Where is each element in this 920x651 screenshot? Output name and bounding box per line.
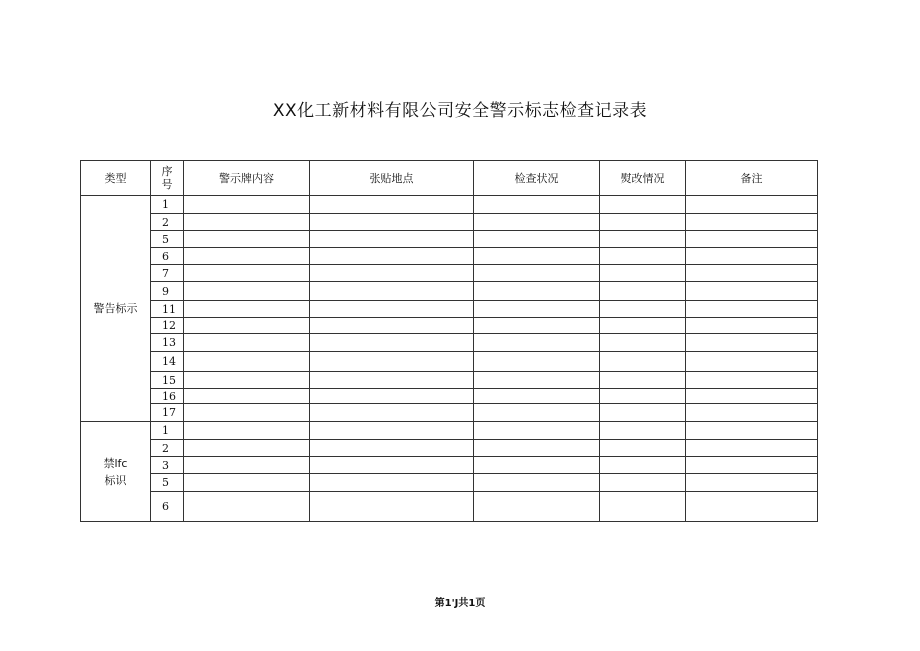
rectification-cell[interactable] <box>600 282 686 301</box>
seq-cell: 16 <box>151 389 184 404</box>
seq-cell: 11 <box>151 301 184 318</box>
header-inspection: 检查状况 <box>474 161 600 196</box>
table-row <box>81 282 818 301</box>
rectification-cell[interactable] <box>600 422 686 440</box>
seq-cell: 3 <box>151 457 184 474</box>
header-row <box>81 161 818 196</box>
remarks-cell[interactable] <box>686 231 818 248</box>
content-cell[interactable] <box>184 301 310 318</box>
header-content: 警示牌内容 <box>184 161 310 196</box>
remarks-cell[interactable] <box>686 334 818 352</box>
content-cell[interactable] <box>184 457 310 474</box>
location-cell[interactable] <box>310 301 474 318</box>
inspection-cell[interactable] <box>474 372 600 389</box>
rectification-cell[interactable] <box>600 318 686 334</box>
seq-cell: 17 <box>151 404 184 422</box>
content-cell[interactable] <box>184 265 310 282</box>
seq-cell: 13 <box>151 334 184 352</box>
seq-cell: 1 <box>151 196 184 214</box>
remarks-cell[interactable] <box>686 301 818 318</box>
seq-cell: 6 <box>151 248 184 265</box>
rectification-cell[interactable] <box>600 214 686 231</box>
remarks-cell[interactable] <box>686 352 818 372</box>
category-cell <box>81 196 151 422</box>
rectification-cell[interactable] <box>600 389 686 404</box>
rectification-cell[interactable] <box>600 231 686 248</box>
inspection-cell[interactable] <box>474 318 600 334</box>
location-cell[interactable] <box>310 214 474 231</box>
remarks-cell[interactable] <box>686 265 818 282</box>
header-location: 张贴地点 <box>310 161 474 196</box>
table-body <box>81 196 818 522</box>
remarks-cell[interactable] <box>686 440 818 457</box>
location-cell[interactable] <box>310 404 474 422</box>
content-cell[interactable] <box>184 334 310 352</box>
inspection-cell[interactable] <box>474 334 600 352</box>
content-cell[interactable] <box>184 196 310 214</box>
rectification-cell[interactable] <box>600 440 686 457</box>
remarks-cell[interactable] <box>686 492 818 522</box>
location-cell[interactable] <box>310 389 474 404</box>
rectification-cell[interactable] <box>600 196 686 214</box>
seq-cell: 7 <box>151 265 184 282</box>
seq-cell: 5 <box>151 231 184 248</box>
document-title: XX化工新材料有限公司安全警示标志检查记录表 <box>272 101 648 121</box>
table-row <box>81 389 818 404</box>
content-cell[interactable] <box>184 440 310 457</box>
rectification-cell[interactable] <box>600 492 686 522</box>
content-cell[interactable] <box>184 404 310 422</box>
category-label-line2: 标识 <box>104 473 127 487</box>
rectification-cell[interactable] <box>600 248 686 265</box>
seq-cell: 1 <box>151 422 184 440</box>
location-cell[interactable] <box>310 231 474 248</box>
table-row <box>81 492 818 522</box>
header-seq-line2: 号 <box>161 178 173 191</box>
seq-cell: 15 <box>151 372 184 389</box>
seq-cell: 2 <box>151 214 184 231</box>
location-cell[interactable] <box>310 334 474 352</box>
content-cell[interactable] <box>184 422 310 440</box>
table-row <box>81 231 818 248</box>
rectification-cell[interactable] <box>600 404 686 422</box>
location-cell[interactable] <box>310 372 474 389</box>
header-seq <box>151 161 184 196</box>
table-row <box>81 457 818 474</box>
header-rectification: 熨改情况 <box>600 161 686 196</box>
location-cell[interactable] <box>310 318 474 334</box>
location-cell[interactable] <box>310 248 474 265</box>
content-cell[interactable] <box>184 282 310 301</box>
table-row <box>81 214 818 231</box>
remarks-cell[interactable] <box>686 282 818 301</box>
header-remarks: 备注 <box>686 161 818 196</box>
table-row <box>81 404 818 422</box>
location-cell[interactable] <box>310 457 474 474</box>
remarks-cell[interactable] <box>686 318 818 334</box>
page-footer: 第1'J共1页 <box>434 598 486 609</box>
category-label: 警告标示 <box>93 302 138 315</box>
inspection-cell[interactable] <box>474 457 600 474</box>
content-cell[interactable] <box>184 492 310 522</box>
content-cell[interactable] <box>184 214 310 231</box>
rectification-cell[interactable] <box>600 352 686 372</box>
header-type: 类型 <box>81 161 151 196</box>
table-row <box>81 372 818 389</box>
rectification-cell[interactable] <box>600 457 686 474</box>
table-row <box>81 248 818 265</box>
seq-cell: 2 <box>151 440 184 457</box>
remarks-cell[interactable] <box>686 214 818 231</box>
inspection-cell[interactable] <box>474 474 600 492</box>
inspection-cell[interactable] <box>474 265 600 282</box>
rectification-cell[interactable] <box>600 301 686 318</box>
inspection-cell[interactable] <box>474 404 600 422</box>
rectification-cell[interactable] <box>600 372 686 389</box>
location-cell[interactable] <box>310 265 474 282</box>
seq-cell: 5 <box>151 474 184 492</box>
inspection-cell[interactable] <box>474 492 600 522</box>
location-cell[interactable] <box>310 492 474 522</box>
remarks-cell[interactable] <box>686 457 818 474</box>
inspection-cell[interactable] <box>474 352 600 372</box>
inspection-cell[interactable] <box>474 389 600 404</box>
inspection-cell[interactable] <box>474 248 600 265</box>
rectification-cell[interactable] <box>600 334 686 352</box>
table-row <box>81 301 818 318</box>
content-cell[interactable] <box>184 352 310 372</box>
location-cell[interactable] <box>310 440 474 457</box>
location-cell[interactable] <box>310 352 474 372</box>
remarks-cell[interactable] <box>686 372 818 389</box>
remarks-cell[interactable] <box>686 474 818 492</box>
table-row <box>81 352 818 372</box>
remarks-cell[interactable] <box>686 404 818 422</box>
content-cell[interactable] <box>184 389 310 404</box>
table-row <box>81 265 818 282</box>
location-cell[interactable] <box>310 422 474 440</box>
remarks-cell[interactable] <box>686 389 818 404</box>
table-row <box>81 196 818 214</box>
content-cell[interactable] <box>184 231 310 248</box>
remarks-cell[interactable] <box>686 196 818 214</box>
remarks-cell[interactable] <box>686 422 818 440</box>
inspection-record-table <box>80 160 818 522</box>
seq-cell: 14 <box>151 352 184 372</box>
inspection-cell[interactable] <box>474 301 600 318</box>
table-row <box>81 318 818 334</box>
table-row <box>81 334 818 352</box>
inspection-cell[interactable] <box>474 196 600 214</box>
inspection-cell[interactable] <box>474 231 600 248</box>
rectification-cell[interactable] <box>600 265 686 282</box>
category-label: 禁lfc <box>103 456 128 470</box>
inspection-cell[interactable] <box>474 214 600 231</box>
inspection-cell[interactable] <box>474 282 600 301</box>
content-cell[interactable] <box>184 474 310 492</box>
content-cell[interactable] <box>184 372 310 389</box>
content-cell[interactable] <box>184 248 310 265</box>
rectification-cell[interactable] <box>600 474 686 492</box>
remarks-cell[interactable] <box>686 248 818 265</box>
table-row <box>81 440 818 457</box>
header-seq-line1: 序 <box>161 165 173 178</box>
content-cell[interactable] <box>184 318 310 334</box>
location-cell[interactable] <box>310 196 474 214</box>
category-cell <box>81 422 151 522</box>
inspection-cell[interactable] <box>474 440 600 457</box>
location-cell[interactable] <box>310 474 474 492</box>
inspection-cell[interactable] <box>474 422 600 440</box>
table-row <box>81 474 818 492</box>
seq-cell: 6 <box>151 492 184 522</box>
seq-cell: 12 <box>151 318 184 334</box>
table-row <box>81 422 818 440</box>
location-cell[interactable] <box>310 282 474 301</box>
seq-cell: 9 <box>151 282 184 301</box>
